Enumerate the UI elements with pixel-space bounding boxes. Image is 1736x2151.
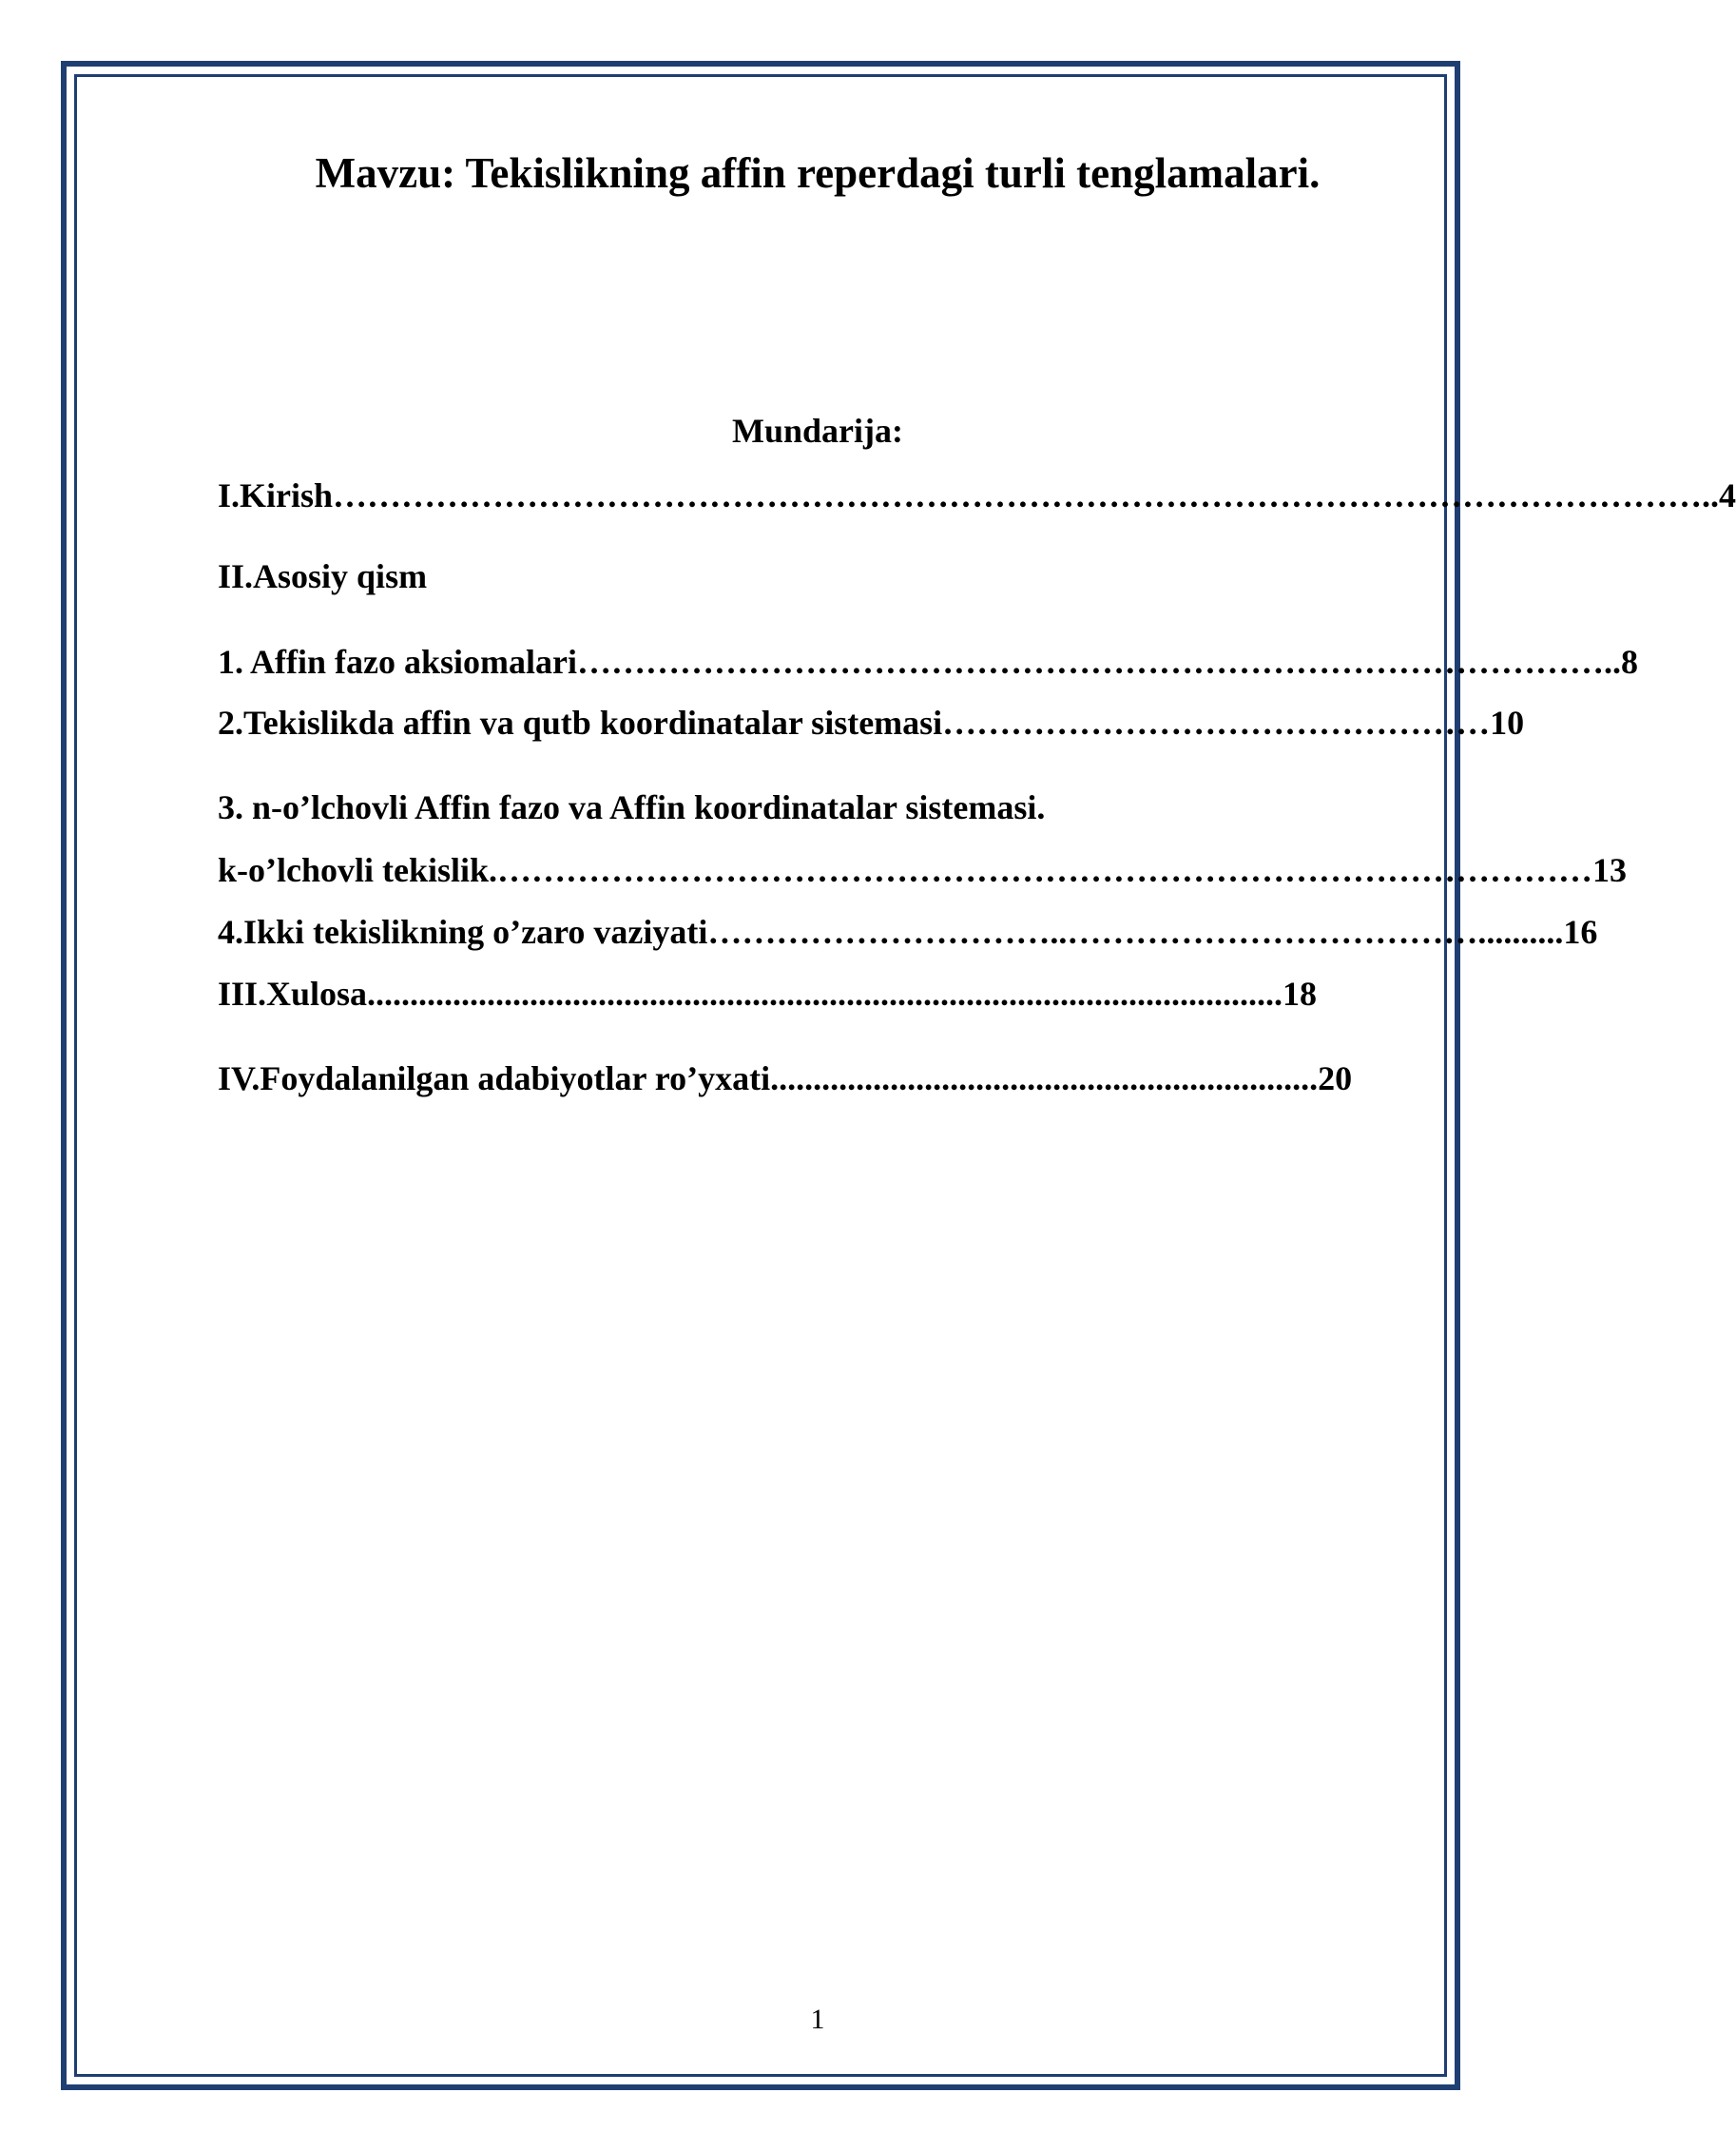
toc-entry-vaziyati: 4.Ikki tekislikning o’zaro vaziyati…………………………..………………………………..........16	[218, 913, 1598, 951]
toc-entry-asosiy-qism: II.Asosiy qism	[218, 557, 428, 595]
toc-entry-affin-fazo: 1. Affin fazo aksiomalari………………………………………………………………………………..8	[218, 643, 1638, 681]
toc-entry-koordinatalar: 2.Tekislikda affin va qutb koordinatalar sistemasi…………………………………………10	[218, 704, 1525, 742]
toc-entry-kirish: I.Kirish…………………………………………………………………………………………………………..4	[218, 476, 1736, 514]
document-title: Mavzu: Tekislikning affin reperdagi turli tenglamalari.	[315, 149, 1321, 197]
toc-entry-adabiyotlar: IV.Foydalanilgan adabiyotlar ro’yxati................................................................20	[218, 1059, 1353, 1097]
toc-entry-k-olchovli: k-o’lchovli tekislik.……………………………………………………………………………………13	[218, 851, 1628, 889]
toc-entry-xulosa: III.Xulosa...........................................................................................................18	[218, 975, 1318, 1013]
toc-entry-n-olchovli: 3. n-o’lchovli Affin fazo va Affin koordinatalar sistemasi.	[218, 788, 1046, 826]
toc-heading: Mundarija:	[732, 412, 903, 450]
page-number: 1	[810, 2004, 825, 2035]
